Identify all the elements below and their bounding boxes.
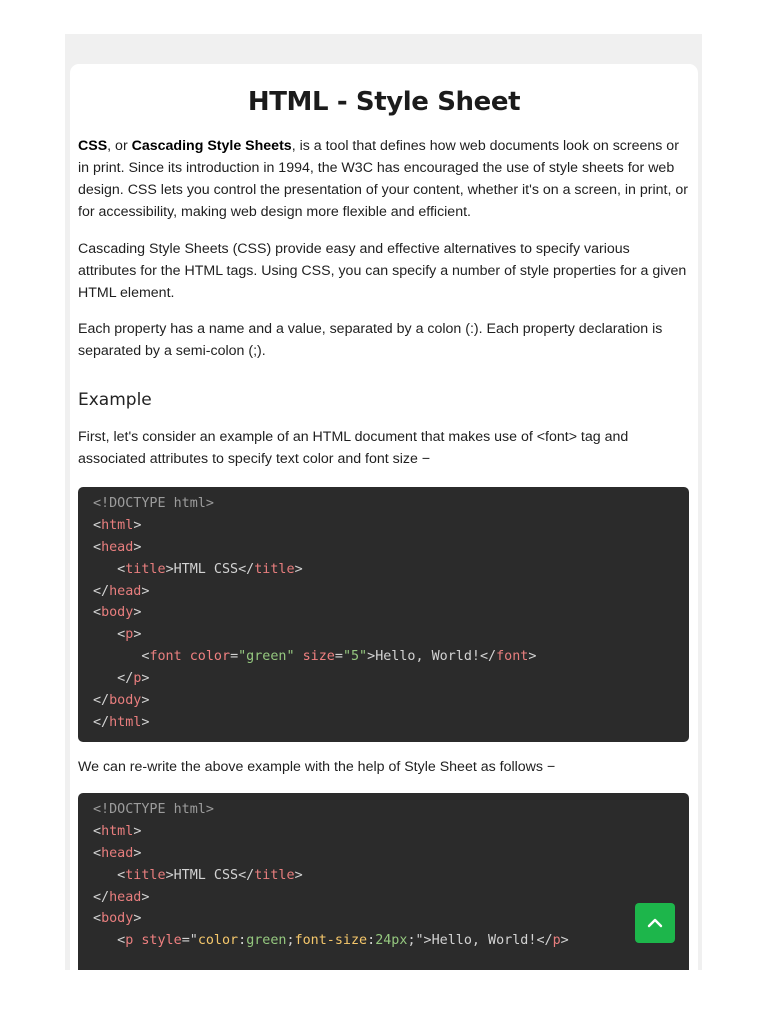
- code-attr: style: [141, 933, 182, 949]
- paragraph-3: Each property has a name and a value, separated by a colon (:). Each property declaration is separated by a semi-colon (;).: [78, 321, 663, 359]
- css-full: Cascading Style Sheets: [131, 138, 292, 154]
- code-tag: body: [101, 605, 134, 621]
- css-abbr: CSS: [78, 138, 108, 154]
- code-text: HTML CSS: [173, 561, 239, 577]
- code-tag: title: [125, 561, 166, 577]
- code-line: </html>: [93, 714, 150, 730]
- code-line: </body>: [93, 693, 150, 709]
- paragraph-4: First, let's consider an example of an HTML document that makes use of <font> tag and associated attributes to specify text color and font size −: [78, 429, 629, 467]
- code-line: <title>HTML CSS</title>: [93, 561, 303, 577]
- paragraph-5: We can re-write the above example with the help of Style Sheet as follows −: [78, 759, 556, 775]
- code-tag: head: [109, 583, 142, 599]
- code-attr: color: [189, 649, 231, 665]
- code-doctype: <!DOCTYPE html>: [93, 496, 214, 511]
- code-text: HTML CSS: [173, 867, 239, 883]
- code-line: <head>: [93, 539, 142, 555]
- code-line: <font color="green" size="5">Hello, World!</font>: [93, 649, 537, 665]
- code-tag: html: [109, 714, 142, 730]
- code-tag: html: [101, 823, 134, 839]
- code-tag: head: [101, 845, 134, 861]
- intro-sep: , or: [107, 138, 132, 154]
- intro-rest: , is a tool that defines how web documents look on screens or in print. Since its introduction in 1994, the W3C has encouraged the use of style sheets for web design. CSS lets you control the presentation of your content, whether it's on a screen, in print, or for accessibility, making web design more flexible and efficient.: [78, 138, 688, 220]
- code-tag: head: [101, 539, 134, 555]
- page-title: HTML - Style Sheet: [247, 87, 521, 117]
- article-card: [70, 64, 698, 970]
- code-tag: font: [496, 649, 529, 665]
- code-line: <html>: [93, 823, 142, 839]
- code-tag: html: [101, 517, 134, 533]
- code-block-style: [78, 793, 689, 970]
- code-line: <body>: [93, 605, 142, 621]
- paragraph-2: Cascading Style Sheets (CSS) provide easy and effective alternatives to specify various attributes for the HTML tags. Using CSS, you can specify a number of style properties for a given HTML element.: [78, 241, 687, 301]
- code-attr: size: [302, 649, 335, 665]
- code-tag: title: [125, 867, 166, 883]
- code-line: <body>: [93, 911, 142, 927]
- code-tag: p: [125, 627, 134, 643]
- code-css-prop: font-size: [294, 933, 368, 949]
- code-line: [93, 799, 689, 821]
- code-line: <html>: [93, 517, 142, 533]
- code-line: </head>: [93, 889, 150, 905]
- code-line: </head>: [93, 583, 150, 599]
- scroll-to-top-button[interactable]: [635, 903, 675, 943]
- chevron-up-icon: [646, 914, 664, 932]
- code-tag: title: [254, 867, 295, 883]
- code-string: "5": [342, 649, 368, 665]
- code-css-value: 24px: [375, 933, 408, 949]
- code-tag: body: [101, 911, 134, 927]
- code-string: "green": [238, 649, 295, 665]
- code-line: <head>: [93, 845, 142, 861]
- code-line: </p>: [93, 671, 150, 687]
- intro-paragraph: [78, 135, 690, 223]
- code-text: Hello, World!: [375, 649, 480, 665]
- code-tag: p: [125, 933, 134, 949]
- code-tag: head: [109, 889, 142, 905]
- code-tag: p: [133, 671, 142, 687]
- code-line: [93, 493, 689, 515]
- code-tag: title: [254, 561, 295, 577]
- code-line: <p>: [93, 627, 142, 643]
- code-css-prop: color: [197, 933, 239, 949]
- code-tag: body: [109, 693, 142, 709]
- code-line: <p style="color:green;font-size:24px;">Hello, World!</p>: [93, 933, 569, 949]
- code-doctype: <!DOCTYPE html>: [93, 802, 214, 817]
- page-frame: [65, 34, 702, 970]
- code-block-font: [78, 487, 689, 742]
- code-css-value: green: [246, 933, 287, 949]
- example-heading: Example: [78, 390, 152, 410]
- code-tag: p: [552, 933, 561, 949]
- code-tag: font: [149, 649, 182, 665]
- code-line: <title>HTML CSS</title>: [93, 867, 303, 883]
- code-text: Hello, World!: [431, 933, 537, 949]
